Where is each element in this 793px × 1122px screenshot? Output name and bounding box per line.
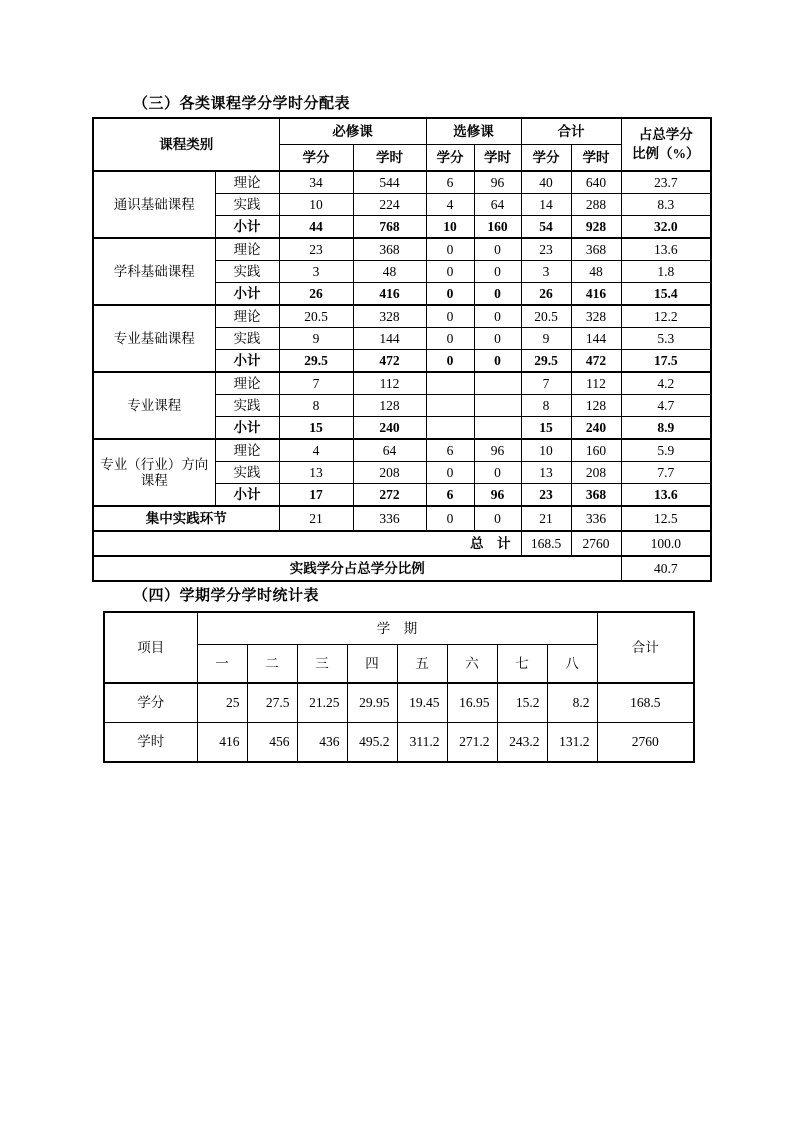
- value-cell: 12.2: [621, 305, 711, 328]
- value-cell: 12.5: [621, 506, 711, 531]
- value-cell: 160: [474, 216, 521, 239]
- row-type-cell: 实践: [215, 261, 279, 283]
- value-cell: 23.7: [621, 171, 711, 194]
- semester-label: 五: [397, 645, 447, 684]
- value-cell: 8.3: [621, 194, 711, 216]
- value-cell: 640: [571, 171, 621, 194]
- value-cell: 9: [521, 328, 571, 350]
- table-row: [93, 305, 711, 328]
- category-cell: 专业（行业）方向课程: [93, 439, 215, 506]
- value-cell: 7.7: [621, 462, 711, 484]
- value-cell: 25: [197, 683, 247, 723]
- value-cell: 416: [353, 283, 426, 306]
- value-cell: 472: [353, 350, 426, 373]
- value-cell: 4: [279, 439, 353, 462]
- row-type-cell: 实践: [215, 462, 279, 484]
- value-cell: 29.5: [521, 350, 571, 373]
- category-cell: 学科基础课程: [93, 238, 215, 305]
- value-cell: 0: [426, 328, 474, 350]
- value-cell: 272: [353, 484, 426, 507]
- value-cell: [474, 395, 521, 417]
- value-cell: 416: [571, 283, 621, 306]
- value-cell: 10: [426, 216, 474, 239]
- value-cell: 96: [474, 484, 521, 507]
- value-cell: 26: [279, 283, 353, 306]
- value-cell: 144: [571, 328, 621, 350]
- value-cell: 8: [279, 395, 353, 417]
- value-cell: 328: [571, 305, 621, 328]
- value-cell: 21.25: [297, 683, 347, 723]
- table-row: [93, 372, 711, 395]
- value-cell: 0: [474, 261, 521, 283]
- value-cell: 13.6: [621, 484, 711, 507]
- value-cell: 472: [571, 350, 621, 373]
- value-cell: 8: [521, 395, 571, 417]
- value-cell: 6: [426, 484, 474, 507]
- value-cell: 160: [571, 439, 621, 462]
- header-required: 必修课: [279, 118, 426, 145]
- practice-ratio-label: 实践学分占总学分比例: [93, 556, 621, 581]
- semester-credit-hour-table: [103, 611, 695, 763]
- value-cell: 14: [521, 194, 571, 216]
- header-percentage-line2: 比例（%）: [632, 145, 700, 161]
- value-cell: 436: [297, 723, 347, 763]
- row-type-cell: 理论: [215, 171, 279, 194]
- value-cell: 336: [353, 506, 426, 531]
- hours-row: [104, 723, 694, 763]
- row-type-cell: 理论: [215, 238, 279, 261]
- value-cell: 44: [279, 216, 353, 239]
- header-credits: 学分: [521, 145, 571, 172]
- semester-label: 四: [347, 645, 397, 684]
- value-cell: 416: [197, 723, 247, 763]
- total-cell: 168.5: [597, 683, 694, 723]
- header-total: 合计: [521, 118, 621, 145]
- value-cell: 64: [474, 194, 521, 216]
- value-cell: 20.5: [521, 305, 571, 328]
- value-cell: 144: [353, 328, 426, 350]
- value-cell: 288: [571, 194, 621, 216]
- value-cell: 96: [474, 439, 521, 462]
- table-row: [93, 439, 711, 462]
- value-cell: 26: [521, 283, 571, 306]
- row-type-cell: 理论: [215, 439, 279, 462]
- value-cell: [474, 372, 521, 395]
- category-cell: 集中实践环节: [93, 506, 279, 531]
- category-cell: 专业课程: [93, 372, 215, 439]
- value-cell: 368: [571, 238, 621, 261]
- value-cell: 34: [279, 171, 353, 194]
- value-cell: 240: [353, 417, 426, 440]
- value-cell: 240: [571, 417, 621, 440]
- row-type-cell: 实践: [215, 194, 279, 216]
- value-cell: 208: [353, 462, 426, 484]
- value-cell: 0: [474, 506, 521, 531]
- value-cell: 19.45: [397, 683, 447, 723]
- value-cell: 4: [426, 194, 474, 216]
- value-cell: 15.2: [497, 683, 547, 723]
- row-type-cell: 小计: [215, 216, 279, 239]
- value-cell: 768: [353, 216, 426, 239]
- value-cell: 368: [353, 238, 426, 261]
- value-cell: 328: [353, 305, 426, 328]
- header-hours: 学时: [571, 145, 621, 172]
- grand-total-row: [93, 531, 711, 556]
- value-cell: 13: [521, 462, 571, 484]
- value-cell: 368: [571, 484, 621, 507]
- table-row: [93, 171, 711, 194]
- header-percentage: [621, 118, 711, 171]
- row-label: 学时: [104, 723, 197, 763]
- section4-title: （四）学期学分学时统计表: [133, 588, 320, 604]
- value-cell: 48: [571, 261, 621, 283]
- value-cell: 54: [521, 216, 571, 239]
- header-hours: 学时: [353, 145, 426, 172]
- value-cell: [474, 417, 521, 440]
- value-cell: 0: [474, 238, 521, 261]
- value-cell: 271.2: [447, 723, 497, 763]
- value-cell: 4.2: [621, 372, 711, 395]
- value-cell: 0: [426, 283, 474, 306]
- row-type-cell: 小计: [215, 484, 279, 507]
- value-cell: 10: [521, 439, 571, 462]
- value-cell: 131.2: [547, 723, 597, 763]
- row-type-cell: 小计: [215, 283, 279, 306]
- value-cell: 100.0: [621, 531, 711, 556]
- header-credits: 学分: [426, 145, 474, 172]
- value-cell: 27.5: [247, 683, 297, 723]
- value-cell: 0: [426, 238, 474, 261]
- practice-ratio-row: [93, 556, 711, 581]
- value-cell: 0: [474, 350, 521, 373]
- row-type-cell: 理论: [215, 372, 279, 395]
- value-cell: 6: [426, 439, 474, 462]
- value-cell: 495.2: [347, 723, 397, 763]
- value-cell: 32.0: [621, 216, 711, 239]
- semester-label: 七: [497, 645, 547, 684]
- header-credits: 学分: [279, 145, 353, 172]
- value-cell: 0: [426, 305, 474, 328]
- value-cell: 13.6: [621, 238, 711, 261]
- header-hours: 学时: [474, 145, 521, 172]
- header-item: 项目: [104, 612, 197, 683]
- value-cell: 208: [571, 462, 621, 484]
- value-cell: 64: [353, 439, 426, 462]
- grand-total-label: 总 计: [93, 531, 521, 556]
- value-cell: 0: [426, 506, 474, 531]
- value-cell: 128: [353, 395, 426, 417]
- value-cell: 23: [521, 484, 571, 507]
- value-cell: 311.2: [397, 723, 447, 763]
- value-cell: 456: [247, 723, 297, 763]
- value-cell: 0: [426, 350, 474, 373]
- row-label: 学分: [104, 683, 197, 723]
- row-type-cell: 理论: [215, 305, 279, 328]
- category-cell: 通识基础课程: [93, 171, 215, 238]
- credit-hour-distribution-table: [92, 117, 712, 582]
- value-cell: 6: [426, 171, 474, 194]
- value-cell: 128: [571, 395, 621, 417]
- semester-label: 六: [447, 645, 497, 684]
- header-percentage-line1: 占总学分: [638, 127, 693, 143]
- value-cell: 3: [521, 261, 571, 283]
- semester-label: 三: [297, 645, 347, 684]
- value-cell: 336: [571, 506, 621, 531]
- value-cell: 0: [474, 283, 521, 306]
- value-cell: 0: [474, 462, 521, 484]
- value-cell: 224: [353, 194, 426, 216]
- value-cell: 16.95: [447, 683, 497, 723]
- category-cell: 专业基础课程: [93, 305, 215, 372]
- header-elective: 选修课: [426, 118, 521, 145]
- value-cell: [426, 395, 474, 417]
- value-cell: 9: [279, 328, 353, 350]
- value-cell: 17: [279, 484, 353, 507]
- concentrated-practice-row: [93, 506, 711, 531]
- value-cell: 1.8: [621, 261, 711, 283]
- value-cell: 10: [279, 194, 353, 216]
- value-cell: 7: [521, 372, 571, 395]
- total-cell: 2760: [597, 723, 694, 763]
- value-cell: 4.7: [621, 395, 711, 417]
- value-cell: 15: [279, 417, 353, 440]
- value-cell: 243.2: [497, 723, 547, 763]
- value-cell: 23: [521, 238, 571, 261]
- value-cell: [426, 417, 474, 440]
- header-semester: 学 期: [197, 612, 597, 645]
- value-cell: 0: [474, 305, 521, 328]
- value-cell: 3: [279, 261, 353, 283]
- value-cell: 928: [571, 216, 621, 239]
- value-cell: 13: [279, 462, 353, 484]
- value-cell: 15.4: [621, 283, 711, 306]
- table-row: [93, 238, 711, 261]
- semester-label: 二: [247, 645, 297, 684]
- value-cell: 48: [353, 261, 426, 283]
- value-cell: 29.95: [347, 683, 397, 723]
- header-course-category: 课程类别: [93, 118, 279, 171]
- value-cell: 20.5: [279, 305, 353, 328]
- value-cell: [426, 372, 474, 395]
- value-cell: 5.3: [621, 328, 711, 350]
- semester-label: 一: [197, 645, 247, 684]
- value-cell: 8.9: [621, 417, 711, 440]
- semester-label: 八: [547, 645, 597, 684]
- value-cell: 168.5: [521, 531, 571, 556]
- value-cell: 21: [279, 506, 353, 531]
- header-row: [104, 612, 694, 645]
- value-cell: 5.9: [621, 439, 711, 462]
- header-row: [93, 118, 711, 145]
- value-cell: 0: [426, 261, 474, 283]
- value-cell: 40.7: [621, 556, 711, 581]
- value-cell: 8.2: [547, 683, 597, 723]
- value-cell: 96: [474, 171, 521, 194]
- value-cell: 0: [426, 462, 474, 484]
- row-type-cell: 小计: [215, 350, 279, 373]
- row-type-cell: 实践: [215, 395, 279, 417]
- value-cell: 40: [521, 171, 571, 194]
- value-cell: 2760: [571, 531, 621, 556]
- value-cell: 544: [353, 171, 426, 194]
- value-cell: 112: [353, 372, 426, 395]
- value-cell: 0: [474, 328, 521, 350]
- row-type-cell: 实践: [215, 328, 279, 350]
- value-cell: 21: [521, 506, 571, 531]
- value-cell: 112: [571, 372, 621, 395]
- credits-row: [104, 683, 694, 723]
- section3-title: （三）各类课程学分学时分配表: [133, 96, 351, 112]
- value-cell: 29.5: [279, 350, 353, 373]
- header-total: 合计: [597, 612, 694, 683]
- value-cell: 23: [279, 238, 353, 261]
- value-cell: 15: [521, 417, 571, 440]
- value-cell: 7: [279, 372, 353, 395]
- value-cell: 17.5: [621, 350, 711, 373]
- row-type-cell: 小计: [215, 417, 279, 440]
